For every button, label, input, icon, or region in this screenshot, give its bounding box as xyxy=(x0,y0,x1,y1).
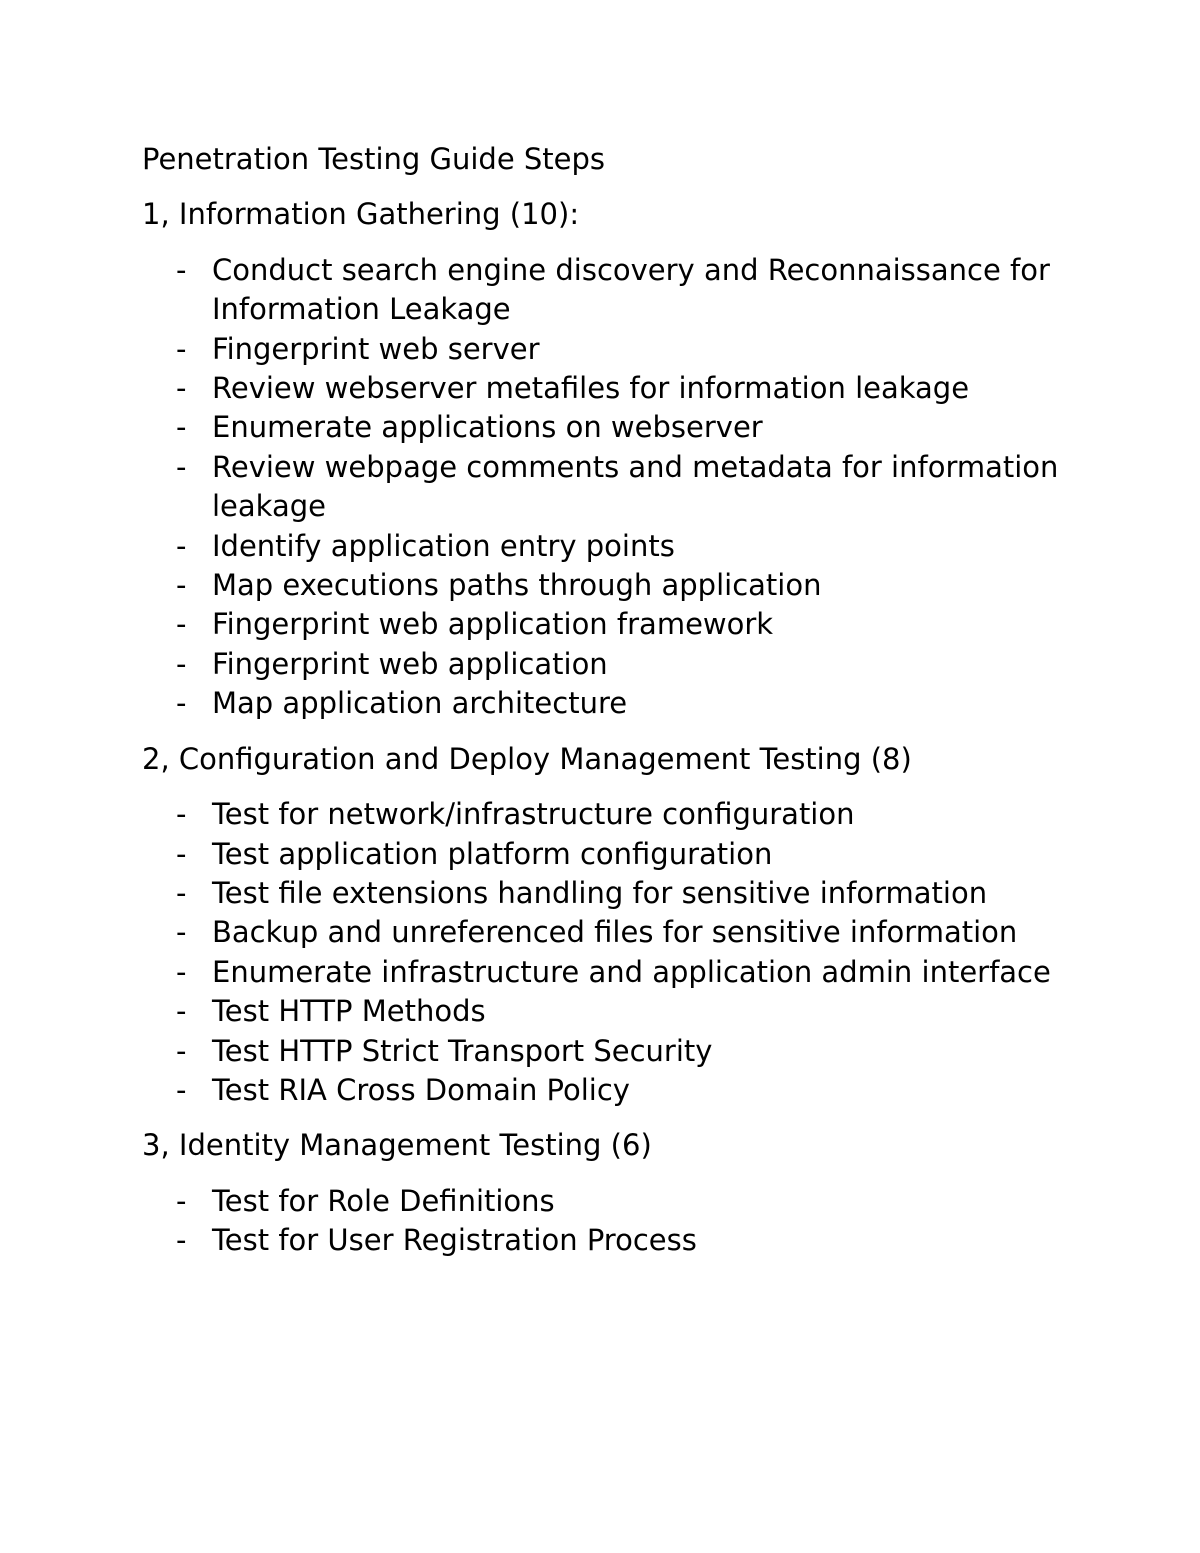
list-item xyxy=(142,684,1082,723)
list-item xyxy=(142,645,1082,684)
bullet-dash: - xyxy=(176,797,187,832)
bullet-dash: - xyxy=(176,994,187,1029)
section-heading: 2, Configuration and Deploy Management Testing (8) xyxy=(142,741,912,776)
list-item-text: Map application architecture xyxy=(212,686,628,721)
section-item-list xyxy=(142,251,1082,724)
list-item-text: Test HTTP Strict Transport Security xyxy=(212,1033,713,1068)
list-item xyxy=(142,953,1082,992)
list-item xyxy=(142,527,1082,566)
list-item xyxy=(142,330,1082,369)
list-item-text: Enumerate infrastructure and application admin interface xyxy=(212,954,1051,989)
bullet-dash: - xyxy=(176,410,187,445)
bullet-dash: - xyxy=(176,331,187,366)
list-item-text: Identify application entry points xyxy=(212,528,675,563)
bullet-dash: - xyxy=(176,528,187,563)
bullet-dash: - xyxy=(176,568,187,603)
list-item-text: Test for Role Definitions xyxy=(212,1183,555,1218)
bullet-dash: - xyxy=(176,449,187,484)
list-item xyxy=(142,795,1082,834)
bullet-dash: - xyxy=(176,607,187,642)
list-item-text: Backup and unreferenced files for sensitive information xyxy=(212,915,1018,950)
document-body xyxy=(142,140,1082,1277)
list-item xyxy=(142,874,1082,913)
list-item-text: Test HTTP Methods xyxy=(212,994,486,1029)
list-item-text: Conduct search engine discovery and Reconnaissance for Information Leakage xyxy=(212,252,1050,327)
bullet-dash: - xyxy=(176,1183,187,1218)
list-item xyxy=(142,566,1082,605)
bullet-dash: - xyxy=(176,915,187,950)
list-item-text: Fingerprint web server xyxy=(212,331,540,366)
bullet-dash: - xyxy=(176,1072,187,1107)
list-item xyxy=(142,369,1082,408)
list-item xyxy=(142,1032,1082,1071)
list-item-text: Test for User Registration Process xyxy=(212,1223,697,1258)
bullet-dash: - xyxy=(176,954,187,989)
bullet-dash: - xyxy=(176,1223,187,1258)
list-item xyxy=(142,408,1082,447)
bullet-dash: - xyxy=(176,1033,187,1068)
list-item-text: Fingerprint web application framework xyxy=(212,607,774,642)
list-item xyxy=(142,992,1082,1031)
list-item-text: Enumerate applications on webserver xyxy=(212,410,763,445)
list-item-text: Test application platform configuration xyxy=(212,836,773,871)
list-item-text: Review webpage comments and metadata for information leakage xyxy=(212,449,1059,524)
section-heading: 3, Identity Management Testing (6) xyxy=(142,1128,652,1163)
list-item xyxy=(142,605,1082,644)
list-item xyxy=(142,913,1082,952)
list-item xyxy=(142,1182,1082,1221)
list-item xyxy=(142,1221,1082,1260)
section-item-list xyxy=(142,1182,1082,1261)
section-heading: 1, Information Gathering (10): xyxy=(142,197,580,232)
list-item-text: Fingerprint web application xyxy=(212,646,608,681)
bullet-dash: - xyxy=(176,686,187,721)
list-item xyxy=(142,1071,1082,1110)
section-item-list xyxy=(142,795,1082,1110)
list-item-text: Map executions paths through application xyxy=(212,568,822,603)
list-item xyxy=(142,448,1082,527)
document-title: Penetration Testing Guide Steps xyxy=(142,142,606,176)
list-item xyxy=(142,251,1082,330)
bullet-dash: - xyxy=(176,252,187,287)
list-item xyxy=(142,835,1082,874)
list-item-text: Test file extensions handling for sensitive information xyxy=(212,875,988,910)
list-item-text: Test for network/infrastructure configuration xyxy=(212,797,855,832)
bullet-dash: - xyxy=(176,875,187,910)
list-item-text: Test RIA Cross Domain Policy xyxy=(212,1072,630,1107)
list-item-text: Review webserver metafiles for information leakage xyxy=(212,371,970,406)
bullet-dash: - xyxy=(176,836,187,871)
bullet-dash: - xyxy=(176,371,187,406)
bullet-dash: - xyxy=(176,646,187,681)
